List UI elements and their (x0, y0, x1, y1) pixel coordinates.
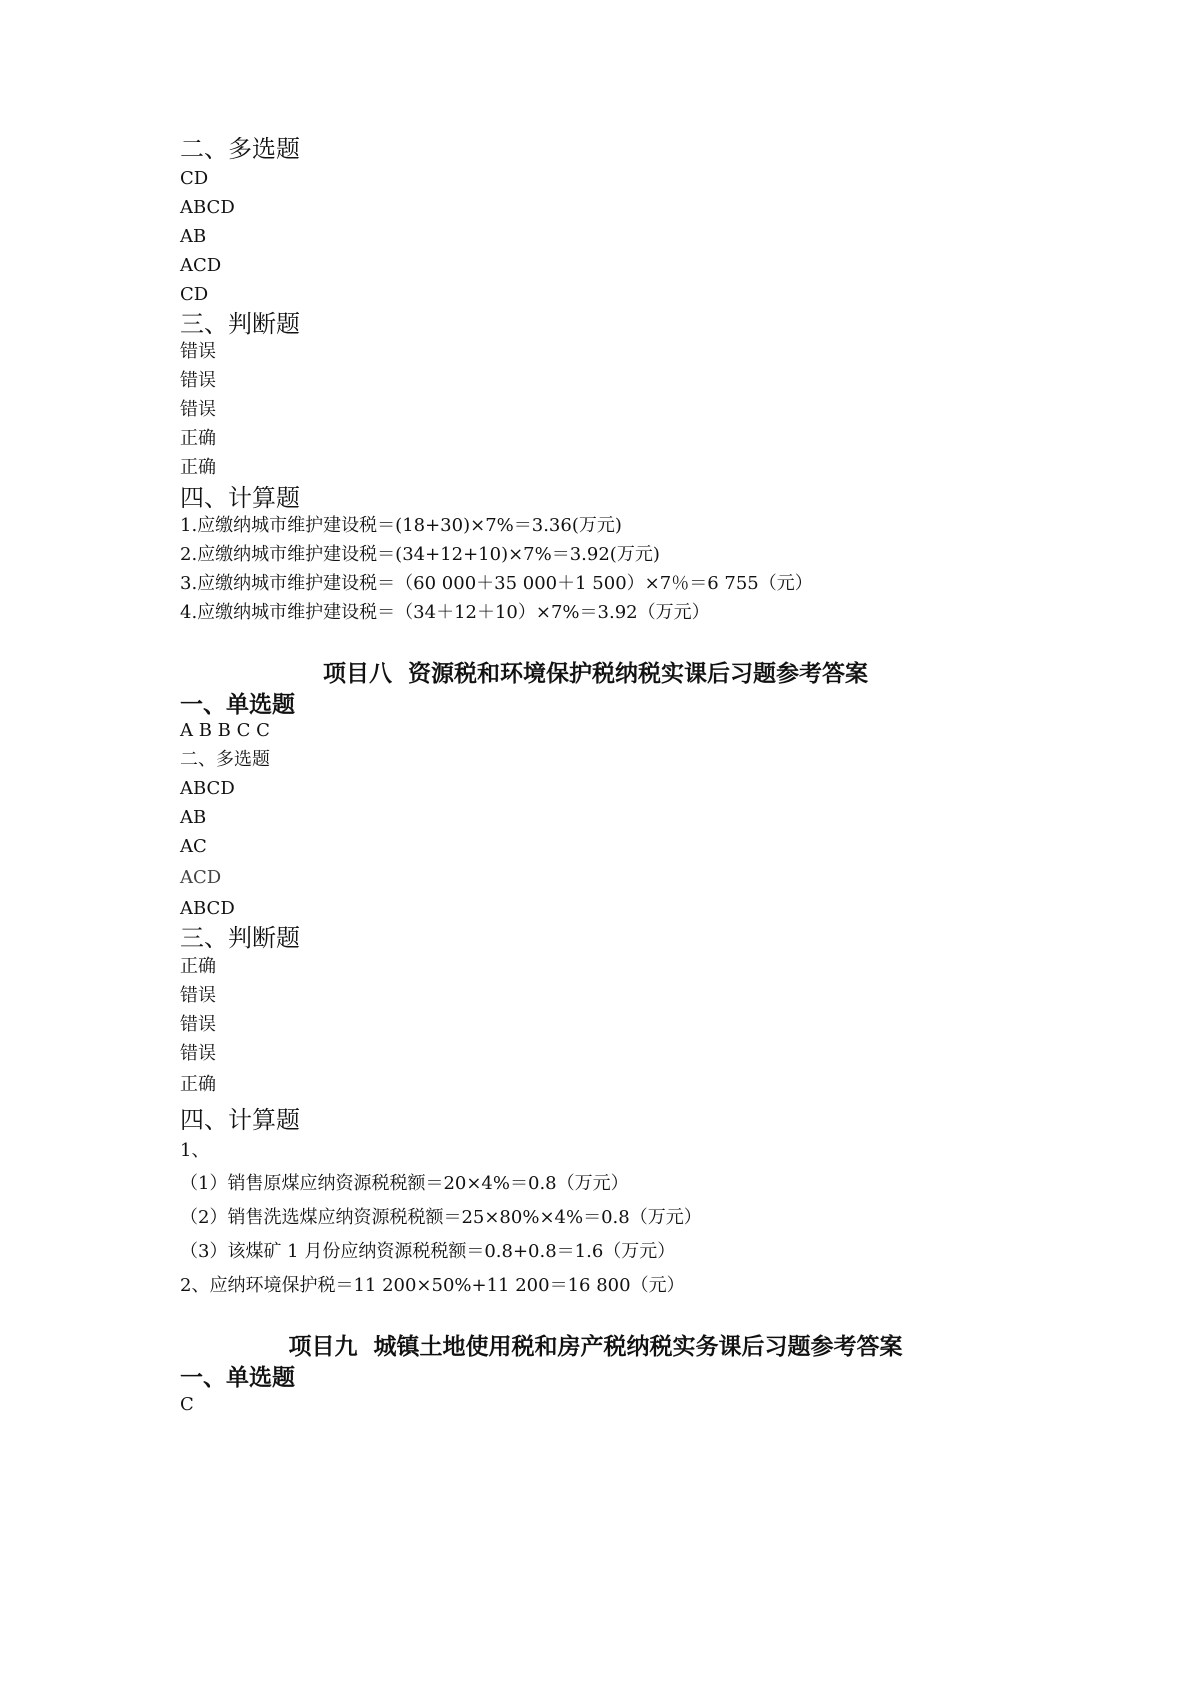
project8-single-heading: 一、单选题 (180, 691, 295, 718)
judge-answer-5: 正确 (180, 457, 216, 478)
judge-answer-1: 错误 (180, 341, 216, 362)
judge-answer-2: 错误 (180, 370, 216, 391)
project8-calc-line-1: 1、 (180, 1140, 210, 1161)
project9-single-heading: 一、单选题 (180, 1364, 295, 1391)
project8-calc-line-4: （3）该煤矿 1 月份应纳资源税税额＝0.8+0.8＝1.6（万元） (180, 1241, 676, 1262)
calc-line-3: 3.应缴纳城市维护建设税＝（60 000＋35 000＋1 500）×7％＝6 755（元） (180, 573, 813, 594)
true-false-heading: 三、判断题 (180, 310, 300, 338)
project8-judge-answer-3: 错误 (180, 1014, 216, 1035)
multi-answer-4: ACD (180, 255, 222, 276)
project8-calc-line-2: （1）销售原煤应纳资源税税额＝20×4%＝0.8（万元） (180, 1173, 629, 1194)
project8-judge-answer-2: 错误 (180, 985, 216, 1006)
project8-single-answers: A B B C C (180, 720, 270, 741)
project8-multi-answer-2: AB (180, 807, 207, 828)
project9-single-answers: C (180, 1394, 194, 1415)
project8-judge-heading: 三、判断题 (180, 924, 300, 952)
calculation-heading: 四、计算题 (180, 484, 300, 512)
project8-multi-heading: 二、多选题 (180, 749, 270, 770)
multi-answer-1: CD (180, 168, 209, 189)
project8-multi-answer-5: ABCD (180, 898, 235, 919)
multi-answer-3: AB (180, 226, 207, 247)
project8-calc-line-3: （2）销售洗选煤应纳资源税税额＝25×80%×4%＝0.8（万元） (180, 1207, 702, 1228)
judge-answer-4: 正确 (180, 428, 216, 449)
multi-answer-5: CD (180, 284, 209, 305)
judge-answer-3: 错误 (180, 399, 216, 420)
project8-judge-answer-4: 错误 (180, 1043, 216, 1064)
calc-line-1: 1.应缴纳城市维护建设税＝(18+30)×7%＝3.36(万元) (180, 515, 622, 536)
project8-multi-answer-1: ABCD (180, 778, 235, 799)
project8-multi-answer-4: ACD (180, 867, 222, 888)
calc-line-2: 2.应缴纳城市维护建设税＝(34+12+10)×7%＝3.92(万元) (180, 544, 660, 565)
project8-calc-heading: 四、计算题 (180, 1106, 300, 1134)
multi-choice-heading: 二、多选题 (180, 135, 300, 163)
project8-judge-answer-1: 正确 (180, 956, 216, 977)
calc-line-4: 4.应缴纳城市维护建设税＝（34＋12＋10）×7%＝3.92（万元） (180, 602, 710, 623)
project8-title: 项目八 资源税和环境保护税纳税实课后习题参考答案 (322, 660, 868, 687)
project8-judge-answer-5: 正确 (180, 1074, 216, 1095)
project9-title: 项目九 城镇土地使用税和房产税纳税实务课后习题参考答案 (288, 1333, 903, 1360)
project8-multi-answer-3: AC (180, 836, 207, 857)
multi-answer-2: ABCD (180, 197, 235, 218)
project8-calc-line-5: 2、应纳环境保护税＝11 200×50%+11 200＝16 800（元） (180, 1275, 685, 1296)
